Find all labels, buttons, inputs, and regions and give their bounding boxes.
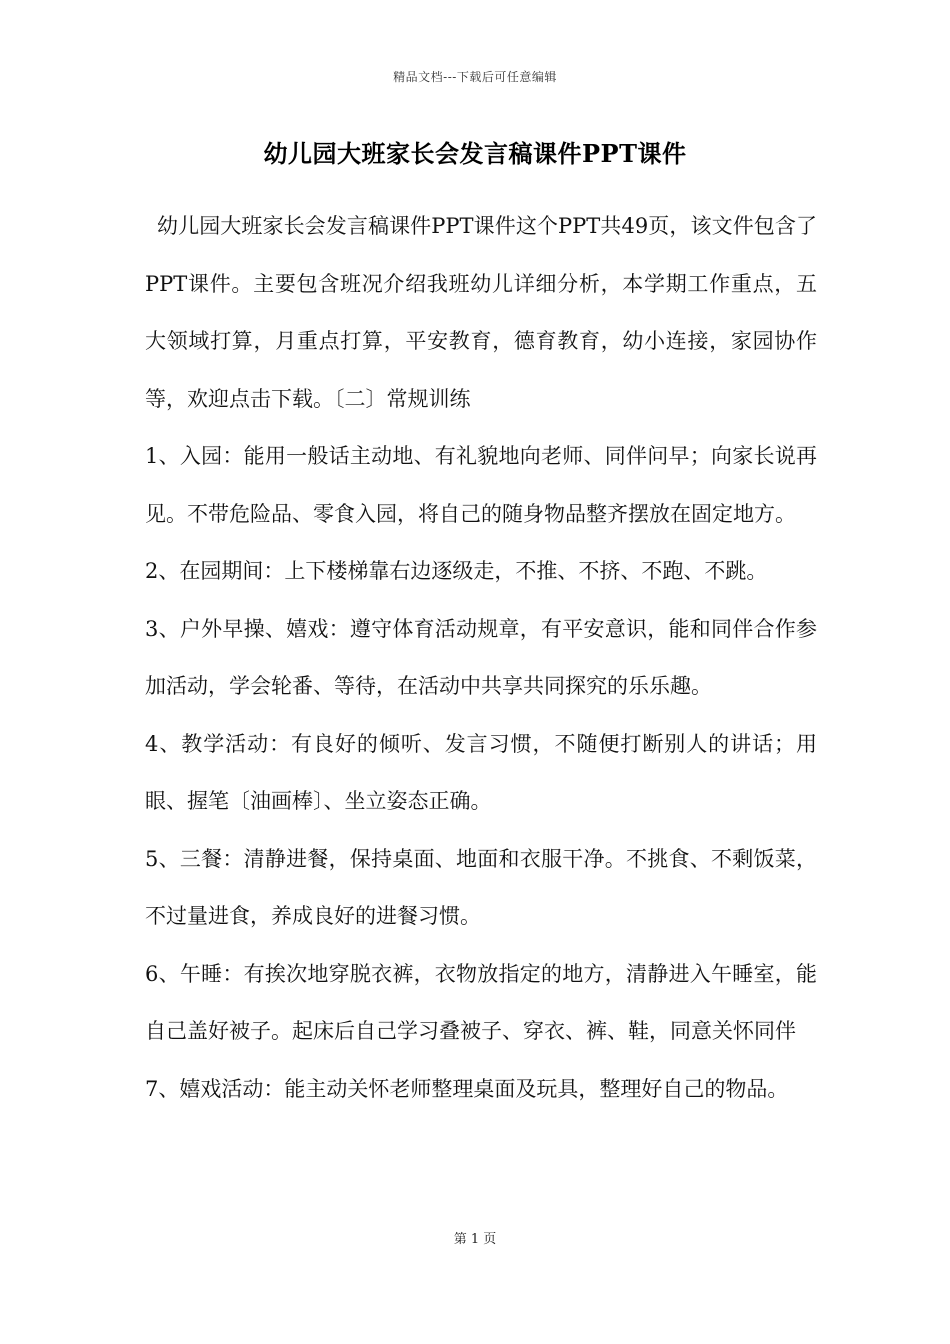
paragraph-intro: 幼儿园大班家长会发言稿课件PPT课件这个PPT共49页，该文件包含了PPT课件。主要包含班况介绍我班幼儿详细分析，本学期工作重点，五大领域打算，月重点打算，平安教育，德育教育，幼小连接，家园协作等，欢迎点击下载。〔二〕常规训练 [145,214,817,411]
paragraph-item-1: 1、入园：能用一般话主动地、有礼貌地向老师、同伴问早；向家长说再见。不带危险品、零食入园，将自己的随身物品整齐摆放在固定地方。 [145,444,817,526]
page-header: 精品文档---下载后可任意编辑 [393,70,557,84]
paragraph-item-7: 7、嬉戏活动：能主动关怀老师整理桌面及玩具，整理好自己的物品。 [145,1076,789,1101]
paragraph-item-3: 3、户外早操、嬉戏：遵守体育活动规章，有平安意识，能和同伴合作参加活动，学会轮番、等待，在活动中共享共同探究的乐乐趣。 [145,616,817,698]
page-number: 第 1 页 [453,1232,497,1247]
document-body [145,198,817,1118]
paragraph-item-2: 2、在园期间：上下楼梯靠右边逐级走，不推、不挤、不跑、不跳。 [145,559,768,583]
document-title: 幼儿园大班家长会发言稿课件PPT课件 [263,139,687,168]
paragraph-item-4: 4、教学活动：有良好的倾听、发言习惯，不随便打断别人的讲话；用眼、握笔〔油画棒〕、坐立姿态正确。 [145,731,817,813]
paragraph-item-6: 6、午睡：有挨次地穿脱衣裤，衣物放指定的地方，清静进入午睡室，能自己盖好被子。起床后自己学习叠被子、穿衣、裤、鞋，同意关怀同伴 [145,961,817,1043]
paragraph-item-5: 5、三餐：清静进餐，保持桌面、地面和衣服干净。不挑食、不剩饭菜，不过量进食，养成良好的进餐习惯。 [145,846,817,928]
